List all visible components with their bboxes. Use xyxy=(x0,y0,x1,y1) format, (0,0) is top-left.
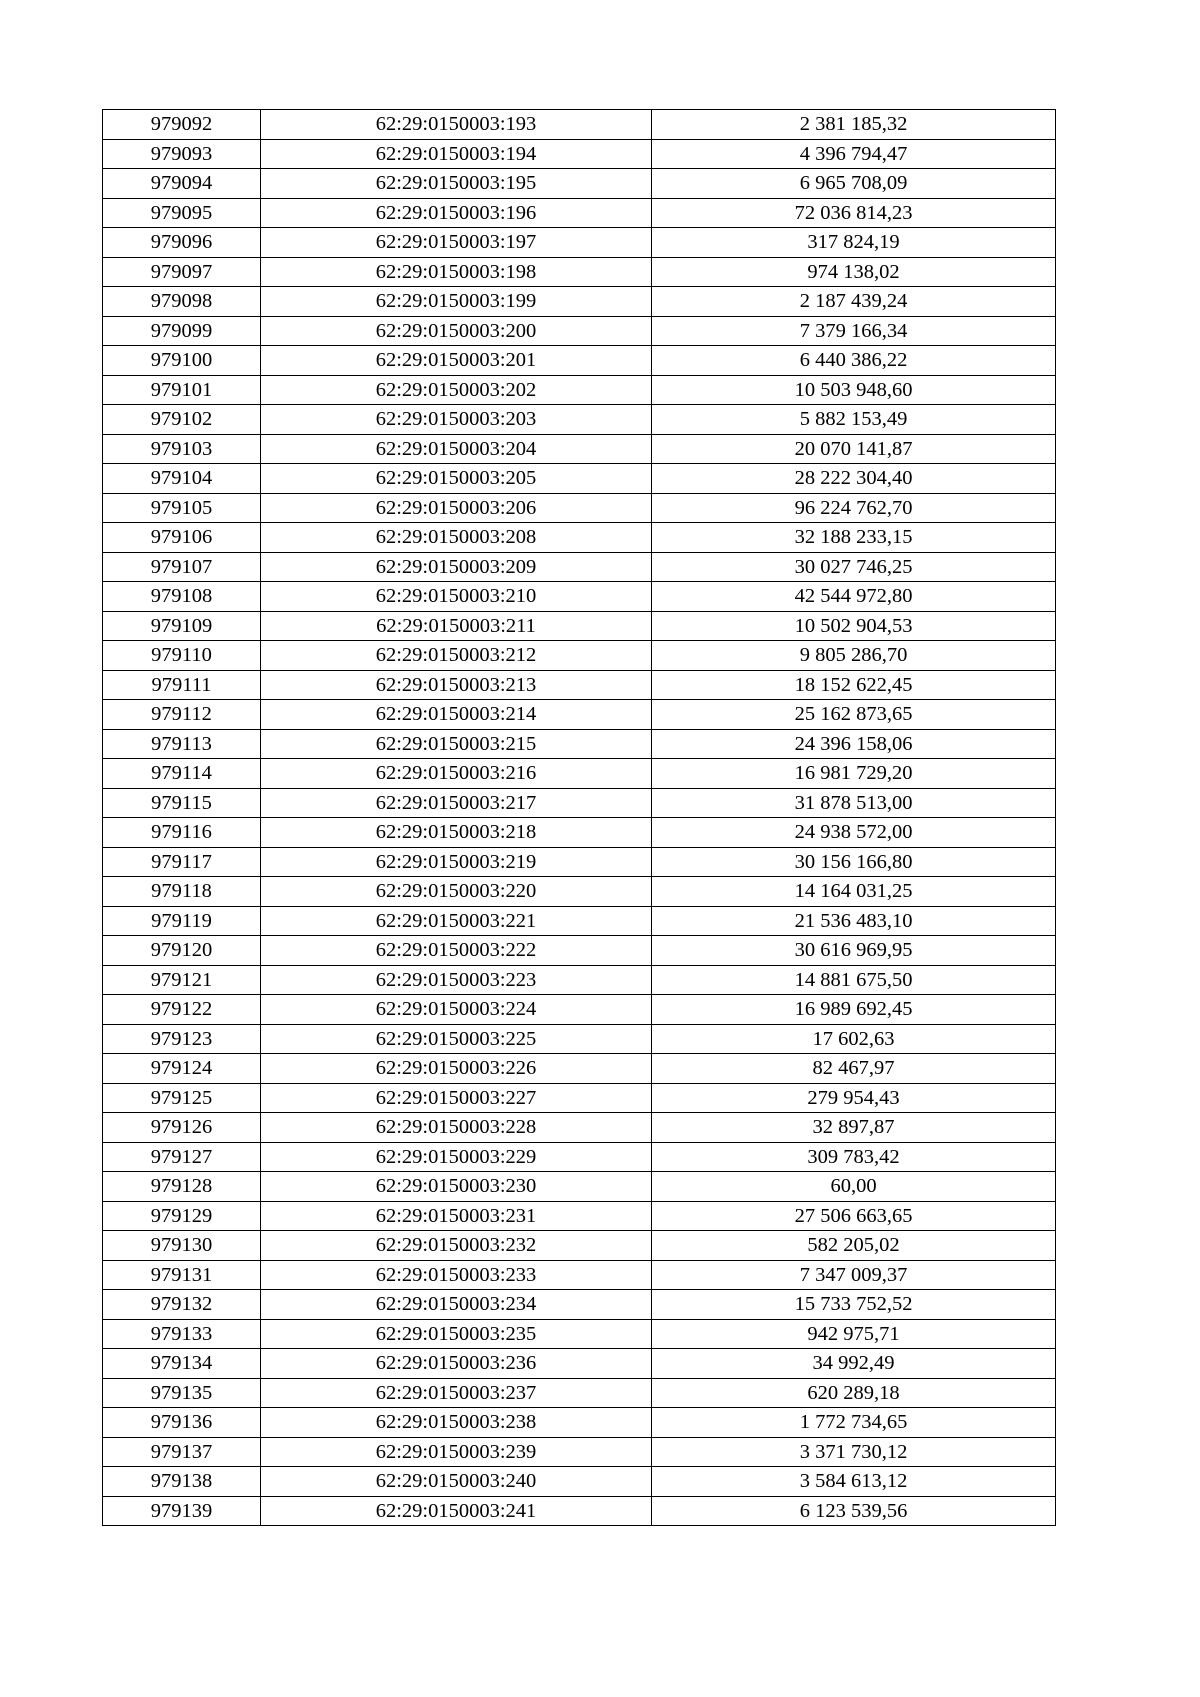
record-number-cell: 979121 xyxy=(103,965,261,995)
cadastral-number-cell: 62:29:0150003:235 xyxy=(261,1319,652,1349)
table-row xyxy=(103,729,1056,759)
record-number-cell: 979129 xyxy=(103,1201,261,1231)
cadastral-number-cell: 62:29:0150003:224 xyxy=(261,995,652,1025)
cadastral-number-cell: 62:29:0150003:221 xyxy=(261,906,652,936)
cadastral-value-cell: 3 371 730,12 xyxy=(652,1437,1056,1467)
cadastral-value-cell: 15 733 752,52 xyxy=(652,1290,1056,1320)
cadastral-value-cell: 96 224 762,70 xyxy=(652,493,1056,523)
table-row xyxy=(103,552,1056,582)
table-row xyxy=(103,906,1056,936)
cadastral-number-cell: 62:29:0150003:223 xyxy=(261,965,652,995)
record-number-cell: 979095 xyxy=(103,198,261,228)
cadastral-value-cell: 317 824,19 xyxy=(652,228,1056,258)
cadastral-number-cell: 62:29:0150003:213 xyxy=(261,670,652,700)
cadastral-value-cell: 582 205,02 xyxy=(652,1231,1056,1261)
record-number-cell: 979104 xyxy=(103,464,261,494)
cadastral-number-cell: 62:29:0150003:211 xyxy=(261,611,652,641)
cadastral-value-cell: 7 379 166,34 xyxy=(652,316,1056,346)
cadastral-number-cell: 62:29:0150003:195 xyxy=(261,169,652,199)
cadastral-value-cell: 16 981 729,20 xyxy=(652,759,1056,789)
cadastral-value-cell: 24 396 158,06 xyxy=(652,729,1056,759)
cadastral-value-cell: 17 602,63 xyxy=(652,1024,1056,1054)
table-row xyxy=(103,257,1056,287)
record-number-cell: 979125 xyxy=(103,1083,261,1113)
cadastral-number-cell: 62:29:0150003:210 xyxy=(261,582,652,612)
cadastral-number-cell: 62:29:0150003:198 xyxy=(261,257,652,287)
cadastral-value-cell: 82 467,97 xyxy=(652,1054,1056,1084)
record-number-cell: 979114 xyxy=(103,759,261,789)
record-number-cell: 979133 xyxy=(103,1319,261,1349)
cadastral-value-cell: 620 289,18 xyxy=(652,1378,1056,1408)
cadastral-number-cell: 62:29:0150003:228 xyxy=(261,1113,652,1143)
cadastral-number-cell: 62:29:0150003:215 xyxy=(261,729,652,759)
record-number-cell: 979096 xyxy=(103,228,261,258)
table-row xyxy=(103,670,1056,700)
table-row xyxy=(103,847,1056,877)
cadastral-value-cell: 5 882 153,49 xyxy=(652,405,1056,435)
record-number-cell: 979120 xyxy=(103,936,261,966)
cadastral-number-cell: 62:29:0150003:231 xyxy=(261,1201,652,1231)
cadastral-value-cell: 1 772 734,65 xyxy=(652,1408,1056,1438)
table-row xyxy=(103,965,1056,995)
cadastral-number-cell: 62:29:0150003:240 xyxy=(261,1467,652,1497)
table-row xyxy=(103,700,1056,730)
cadastral-value-cell: 16 989 692,45 xyxy=(652,995,1056,1025)
record-number-cell: 979097 xyxy=(103,257,261,287)
cadastral-value-cell: 25 162 873,65 xyxy=(652,700,1056,730)
table-row xyxy=(103,1201,1056,1231)
cadastral-number-cell: 62:29:0150003:196 xyxy=(261,198,652,228)
table-row xyxy=(103,375,1056,405)
cadastral-value-cell: 31 878 513,00 xyxy=(652,788,1056,818)
cadastral-value-cell: 2 381 185,32 xyxy=(652,110,1056,140)
record-number-cell: 979117 xyxy=(103,847,261,877)
cadastral-number-cell: 62:29:0150003:225 xyxy=(261,1024,652,1054)
table-row xyxy=(103,1437,1056,1467)
cadastral-number-cell: 62:29:0150003:214 xyxy=(261,700,652,730)
cadastral-value-cell: 32 188 233,15 xyxy=(652,523,1056,553)
table-row xyxy=(103,582,1056,612)
record-number-cell: 979105 xyxy=(103,493,261,523)
cadastral-value-cell: 3 584 613,12 xyxy=(652,1467,1056,1497)
table-row xyxy=(103,228,1056,258)
cadastral-value-cell: 309 783,42 xyxy=(652,1142,1056,1172)
cadastral-number-cell: 62:29:0150003:209 xyxy=(261,552,652,582)
record-number-cell: 979122 xyxy=(103,995,261,1025)
table-row xyxy=(103,1319,1056,1349)
cadastral-value-table xyxy=(102,109,1056,1526)
cadastral-number-cell: 62:29:0150003:219 xyxy=(261,847,652,877)
table-row xyxy=(103,1142,1056,1172)
table-row xyxy=(103,523,1056,553)
cadastral-value-cell: 6 440 386,22 xyxy=(652,346,1056,376)
cadastral-number-cell: 62:29:0150003:236 xyxy=(261,1349,652,1379)
cadastral-number-cell: 62:29:0150003:202 xyxy=(261,375,652,405)
record-number-cell: 979113 xyxy=(103,729,261,759)
table-row xyxy=(103,995,1056,1025)
table-row xyxy=(103,936,1056,966)
cadastral-value-cell: 2 187 439,24 xyxy=(652,287,1056,317)
table-row xyxy=(103,788,1056,818)
cadastral-value-cell: 32 897,87 xyxy=(652,1113,1056,1143)
record-number-cell: 979099 xyxy=(103,316,261,346)
table-row xyxy=(103,1408,1056,1438)
table-row xyxy=(103,877,1056,907)
cadastral-number-cell: 62:29:0150003:201 xyxy=(261,346,652,376)
cadastral-value-cell: 974 138,02 xyxy=(652,257,1056,287)
record-number-cell: 979092 xyxy=(103,110,261,140)
record-number-cell: 979134 xyxy=(103,1349,261,1379)
table-row xyxy=(103,1290,1056,1320)
record-number-cell: 979118 xyxy=(103,877,261,907)
cadastral-number-cell: 62:29:0150003:205 xyxy=(261,464,652,494)
cadastral-number-cell: 62:29:0150003:194 xyxy=(261,139,652,169)
table-row xyxy=(103,1260,1056,1290)
table-row xyxy=(103,198,1056,228)
record-number-cell: 979115 xyxy=(103,788,261,818)
cadastral-value-cell: 279 954,43 xyxy=(652,1083,1056,1113)
cadastral-value-cell: 942 975,71 xyxy=(652,1319,1056,1349)
record-number-cell: 979131 xyxy=(103,1260,261,1290)
cadastral-value-cell: 34 992,49 xyxy=(652,1349,1056,1379)
table-body xyxy=(103,110,1056,1526)
cadastral-number-cell: 62:29:0150003:199 xyxy=(261,287,652,317)
cadastral-value-cell: 60,00 xyxy=(652,1172,1056,1202)
table-row xyxy=(103,818,1056,848)
table-row xyxy=(103,346,1056,376)
cadastral-number-cell: 62:29:0150003:238 xyxy=(261,1408,652,1438)
table-row xyxy=(103,1113,1056,1143)
record-number-cell: 979100 xyxy=(103,346,261,376)
record-number-cell: 979137 xyxy=(103,1437,261,1467)
record-number-cell: 979094 xyxy=(103,169,261,199)
record-number-cell: 979124 xyxy=(103,1054,261,1084)
table-row xyxy=(103,316,1056,346)
cadastral-value-cell: 30 027 746,25 xyxy=(652,552,1056,582)
record-number-cell: 979112 xyxy=(103,700,261,730)
cadastral-value-cell: 24 938 572,00 xyxy=(652,818,1056,848)
cadastral-number-cell: 62:29:0150003:216 xyxy=(261,759,652,789)
cadastral-value-cell: 28 222 304,40 xyxy=(652,464,1056,494)
record-number-cell: 979132 xyxy=(103,1290,261,1320)
record-number-cell: 979110 xyxy=(103,641,261,671)
record-number-cell: 979139 xyxy=(103,1496,261,1526)
cadastral-value-cell: 20 070 141,87 xyxy=(652,434,1056,464)
cadastral-value-cell: 72 036 814,23 xyxy=(652,198,1056,228)
record-number-cell: 979123 xyxy=(103,1024,261,1054)
record-number-cell: 979106 xyxy=(103,523,261,553)
cadastral-number-cell: 62:29:0150003:200 xyxy=(261,316,652,346)
table-row xyxy=(103,434,1056,464)
record-number-cell: 979102 xyxy=(103,405,261,435)
cadastral-number-cell: 62:29:0150003:237 xyxy=(261,1378,652,1408)
cadastral-number-cell: 62:29:0150003:229 xyxy=(261,1142,652,1172)
cadastral-value-cell: 18 152 622,45 xyxy=(652,670,1056,700)
cadastral-value-cell: 27 506 663,65 xyxy=(652,1201,1056,1231)
cadastral-number-cell: 62:29:0150003:227 xyxy=(261,1083,652,1113)
record-number-cell: 979119 xyxy=(103,906,261,936)
cadastral-number-cell: 62:29:0150003:206 xyxy=(261,493,652,523)
cadastral-number-cell: 62:29:0150003:222 xyxy=(261,936,652,966)
cadastral-number-cell: 62:29:0150003:232 xyxy=(261,1231,652,1261)
table-row xyxy=(103,493,1056,523)
cadastral-value-cell: 10 502 904,53 xyxy=(652,611,1056,641)
cadastral-value-cell: 9 805 286,70 xyxy=(652,641,1056,671)
cadastral-number-cell: 62:29:0150003:233 xyxy=(261,1260,652,1290)
cadastral-number-cell: 62:29:0150003:204 xyxy=(261,434,652,464)
table-row xyxy=(103,641,1056,671)
cadastral-value-cell: 42 544 972,80 xyxy=(652,582,1056,612)
record-number-cell: 979109 xyxy=(103,611,261,641)
cadastral-number-cell: 62:29:0150003:239 xyxy=(261,1437,652,1467)
table-row xyxy=(103,1378,1056,1408)
cadastral-number-cell: 62:29:0150003:217 xyxy=(261,788,652,818)
table-row xyxy=(103,169,1056,199)
cadastral-number-cell: 62:29:0150003:230 xyxy=(261,1172,652,1202)
cadastral-number-cell: 62:29:0150003:203 xyxy=(261,405,652,435)
table-row xyxy=(103,1496,1056,1526)
table-row xyxy=(103,1467,1056,1497)
table-row xyxy=(103,1083,1056,1113)
cadastral-number-cell: 62:29:0150003:197 xyxy=(261,228,652,258)
record-number-cell: 979126 xyxy=(103,1113,261,1143)
cadastral-value-cell: 14 881 675,50 xyxy=(652,965,1056,995)
cadastral-value-cell: 4 396 794,47 xyxy=(652,139,1056,169)
cadastral-value-cell: 30 156 166,80 xyxy=(652,847,1056,877)
record-number-cell: 979138 xyxy=(103,1467,261,1497)
table-row xyxy=(103,1349,1056,1379)
record-number-cell: 979107 xyxy=(103,552,261,582)
cadastral-value-cell: 7 347 009,37 xyxy=(652,1260,1056,1290)
record-number-cell: 979098 xyxy=(103,287,261,317)
cadastral-value-cell: 6 965 708,09 xyxy=(652,169,1056,199)
cadastral-number-cell: 62:29:0150003:208 xyxy=(261,523,652,553)
table-row xyxy=(103,405,1056,435)
cadastral-value-cell: 21 536 483,10 xyxy=(652,906,1056,936)
cadastral-value-cell: 30 616 969,95 xyxy=(652,936,1056,966)
record-number-cell: 979101 xyxy=(103,375,261,405)
table-row xyxy=(103,139,1056,169)
record-number-cell: 979127 xyxy=(103,1142,261,1172)
record-number-cell: 979135 xyxy=(103,1378,261,1408)
cadastral-value-cell: 10 503 948,60 xyxy=(652,375,1056,405)
record-number-cell: 979128 xyxy=(103,1172,261,1202)
cadastral-number-cell: 62:29:0150003:212 xyxy=(261,641,652,671)
table-row xyxy=(103,1024,1056,1054)
table-row xyxy=(103,464,1056,494)
cadastral-number-cell: 62:29:0150003:220 xyxy=(261,877,652,907)
cadastral-number-cell: 62:29:0150003:193 xyxy=(261,110,652,140)
table-row xyxy=(103,287,1056,317)
table-row xyxy=(103,1172,1056,1202)
record-number-cell: 979093 xyxy=(103,139,261,169)
cadastral-value-cell: 14 164 031,25 xyxy=(652,877,1056,907)
cadastral-value-cell: 6 123 539,56 xyxy=(652,1496,1056,1526)
record-number-cell: 979136 xyxy=(103,1408,261,1438)
table-row xyxy=(103,611,1056,641)
table-row xyxy=(103,110,1056,140)
cadastral-number-cell: 62:29:0150003:226 xyxy=(261,1054,652,1084)
table-row xyxy=(103,759,1056,789)
record-number-cell: 979116 xyxy=(103,818,261,848)
cadastral-number-cell: 62:29:0150003:241 xyxy=(261,1496,652,1526)
table-row xyxy=(103,1054,1056,1084)
cadastral-number-cell: 62:29:0150003:218 xyxy=(261,818,652,848)
record-number-cell: 979111 xyxy=(103,670,261,700)
cadastral-number-cell: 62:29:0150003:234 xyxy=(261,1290,652,1320)
record-number-cell: 979130 xyxy=(103,1231,261,1261)
record-number-cell: 979103 xyxy=(103,434,261,464)
record-number-cell: 979108 xyxy=(103,582,261,612)
table-row xyxy=(103,1231,1056,1261)
